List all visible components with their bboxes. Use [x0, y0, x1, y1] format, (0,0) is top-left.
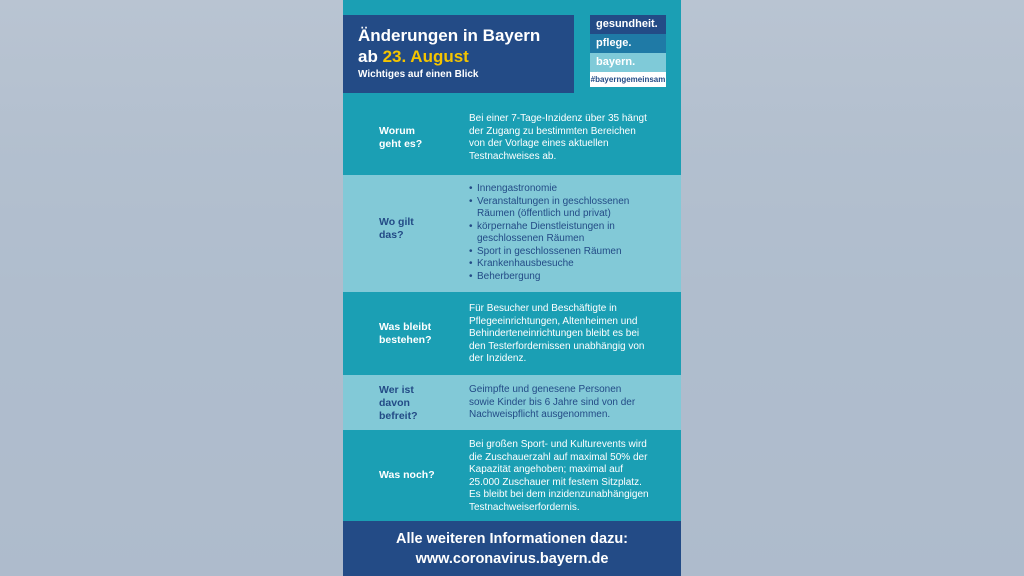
row-answer: Bei einer 7-Tage-Inzidenz über 35 hängt der Zugang zu bestimmten Bereichen von der Vorlage eines aktuellen Testnachweises ab. [469, 113, 647, 162]
row-was-noch [343, 430, 681, 521]
list-item: • Innengastronomie [469, 183, 669, 196]
gesundheit-pflege-bayern-logo [590, 15, 666, 87]
row-answer: Für Besucher und Beschäftigte in Pflegeeinrichtungen, Altenheimen und Behinderteneinrichtungen bleibt es bei den Testerfordernissen unabhängig von der Inzidenz. [469, 303, 645, 364]
row-wer-ist-befreit [343, 375, 681, 430]
background-shape [0, 150, 343, 576]
poster-header [343, 0, 681, 104]
row-answer [469, 183, 669, 283]
list-item: • Beherbergung [469, 271, 669, 284]
row-was-bleibt [343, 292, 681, 375]
logo-line3: bayern. [590, 53, 666, 72]
row-worum [343, 104, 681, 175]
background-shape [681, 150, 1024, 576]
row-question: Was bleibt bestehen? [379, 321, 432, 346]
row-question: Wer ist davon befreit? [379, 384, 418, 422]
footer-url: www.coronavirus.bayern.de [415, 551, 609, 567]
row-question: Was noch? [379, 469, 435, 481]
row-answer: Geimpfte und genesene Personen sowie Kinder bis 6 Jahre sind von der Nachweispflicht ausgenommen. [469, 384, 636, 420]
row-wo-gilt [343, 175, 681, 292]
logo-line2: pflege. [590, 34, 666, 53]
logo-line1: gesundheit. [590, 15, 666, 34]
row-answer: Bei großen Sport- und Kulturevents wird die Zuschauerzahl auf maximal 50% der Kapazität angehoben; maximal auf 25.000 Zuschauer mit festem Sitzplatz. Es bleibt bei dem inzidenzunabhängigen Testnachweiserfordernis. [469, 439, 649, 513]
title-line1: Änderungen in Bayern [358, 26, 541, 45]
infographic-poster [343, 0, 681, 576]
list-item: • Krankenhausbesuche [469, 258, 669, 271]
logo-hashtag: #bayerngemeinsam [590, 72, 666, 87]
row-question: Worum geht es? [379, 125, 423, 150]
title-box [343, 15, 574, 93]
subtitle: Wichtiges auf einen Blick [358, 69, 479, 80]
row-question: Wo gilt das? [379, 216, 414, 241]
list-item: • Veranstaltungen in geschlossenen Räumen (öffentlich und privat) [469, 196, 669, 221]
list-item: • Sport in geschlossenen Räumen [469, 246, 669, 259]
title-date: 23. August [382, 47, 469, 66]
title-line2 [358, 47, 469, 67]
poster-footer [343, 521, 681, 576]
footer-info-text: Alle weiteren Informationen dazu: [395, 531, 629, 547]
list-item: • körpernahe Dienstleistungen in geschlossenen Räumen [469, 221, 669, 246]
title-prefix: ab [358, 47, 378, 66]
